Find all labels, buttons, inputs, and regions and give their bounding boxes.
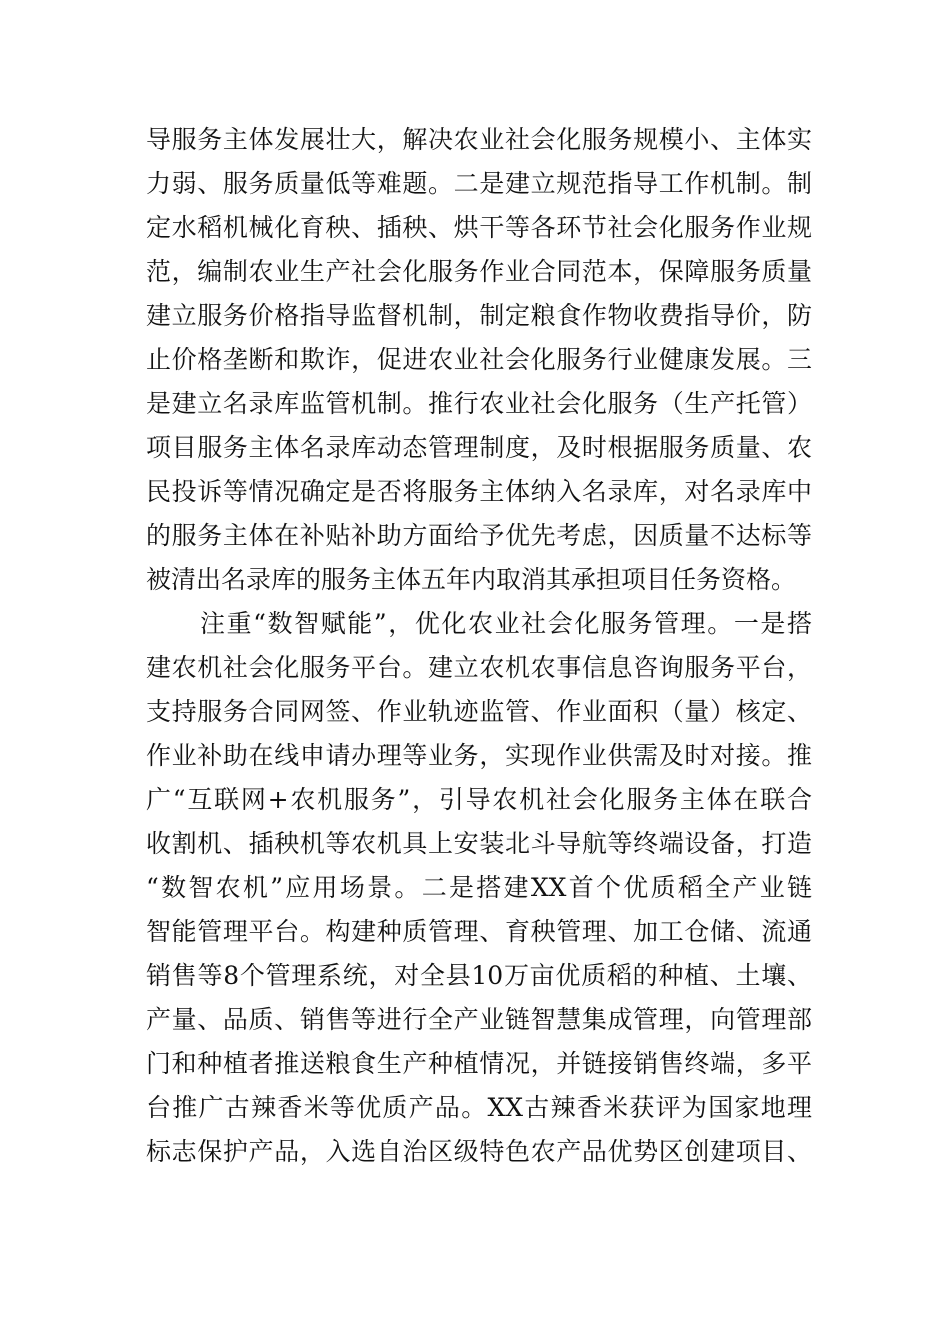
text-line: 建立服务价格指导监督机制，制定粮食作物收费指导价，防	[146, 301, 812, 330]
text-line: 智能管理平台。构建种质管理、育秧管理、加工仓储、流通	[146, 917, 812, 946]
text-line: 支持服务合同网签、作业轨迹监管、作业面积（量）核定、	[146, 697, 812, 726]
text-line: 导服务主体发展壮大，解决农业社会化服务规模小、主体实	[146, 125, 812, 154]
text-line: 定水稻机械化育秧、插秧、烘干等各环节社会化服务作业规	[146, 213, 812, 242]
body-text	[146, 118, 812, 1174]
text-line: 建农机社会化服务平台。建立农机农事信息咨询服务平台，	[146, 653, 812, 682]
paragraph-start-line: 注重“数智赋能”，优化农业社会化服务管理。一是搭	[200, 609, 812, 638]
text-line: 止价格垄断和欺诈，促进农业社会化服务行业健康发展。三	[146, 345, 812, 374]
text-line: 的服务主体在补贴补助方面给予优先考虑，因质量不达标等	[146, 521, 812, 550]
text-line: 民投诉等情况确定是否将服务主体纳入名录库，对名录库中	[146, 477, 812, 506]
text-line: 项目服务主体名录库动态管理制度，及时根据服务质量、农	[146, 433, 812, 462]
text-line: 产量、品质、销售等进行全产业链智慧集成管理，向管理部	[146, 1005, 812, 1034]
text-line: 范，编制农业生产社会化服务作业合同范本，保障服务质量	[146, 257, 812, 286]
text-line: 广“互联网+农机服务”，引导农机社会化服务主体在联合	[146, 785, 812, 814]
text-line: 销售等8个管理系统，对全县10万亩优质稻的种植、土壤、	[146, 961, 812, 990]
text-line: 力弱、服务质量低等难题。二是建立规范指导工作机制。制	[146, 169, 812, 198]
text-line: 门和种植者推送粮食生产种植情况，并链接销售终端，多平	[146, 1049, 812, 1078]
text-line: 是建立名录库监管机制。推行农业社会化服务（生产托管）	[146, 389, 812, 418]
paragraph-end-line: 被清出名录库的服务主体五年内取消其承担项目任务资格。	[146, 565, 797, 594]
text-line: 台推广古辣香米等优质产品。XX古辣香米获评为国家地理	[146, 1093, 812, 1122]
text-line: “数智农机”应用场景。二是搭建XX首个优质稻全产业链	[146, 873, 812, 902]
text-line: 作业补助在线申请办理等业务，实现作业供需及时对接。推	[146, 741, 812, 770]
text-line: 收割机、插秧机等农机具上安装北斗导航等终端设备，打造	[146, 829, 812, 858]
text-line: 标志保护产品，入选自治区级特色农产品优势区创建项目、	[146, 1137, 812, 1166]
